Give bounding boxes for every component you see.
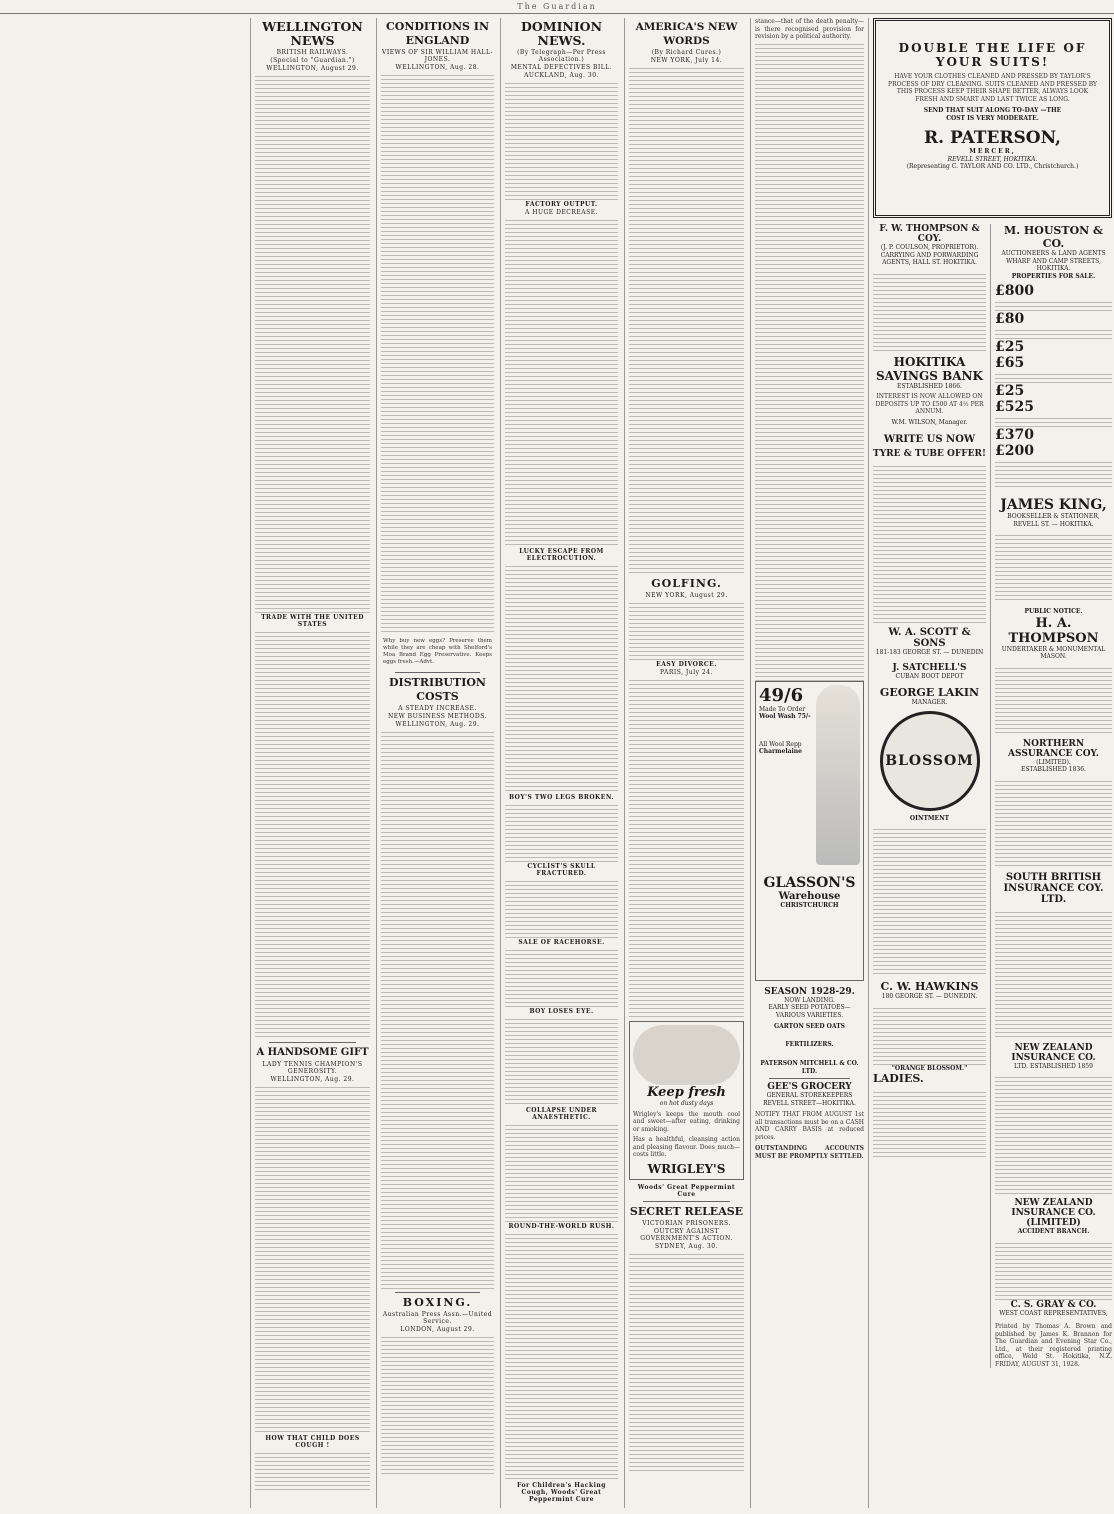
article-body — [505, 1016, 618, 1106]
thompson-desc: CARRYING AND FORWARDING AGENTS, HALL ST. HOKITIKA. — [880, 251, 979, 266]
masthead: The Guardian — [0, 0, 1114, 14]
trade-heading: TRADE WITH THE UNITED STATES — [261, 614, 364, 628]
glasson-wool: Wool Wash 75/- — [759, 713, 811, 720]
northern-heading: NORTHERN ASSURANCE COY. — [1008, 738, 1099, 759]
houston-heading: M. HOUSTON & CO. — [1004, 224, 1103, 250]
article-body — [629, 600, 744, 660]
article-body — [505, 802, 618, 862]
seeds-text: EARLY SEED POTATOES—VARIOUS VARIETIES. — [768, 1004, 851, 1019]
article-body — [255, 73, 370, 613]
dominion-heading: DOMINION NEWS. — [521, 19, 602, 48]
satchell-heading: J. SATCHELL'S — [892, 662, 967, 673]
notice-text: stance—that of the death penalty—is there recognised provision for revision by a political authority. — [755, 18, 864, 40]
imprint: Printed by Thomas A. Brown and published by James K. Brannon for The Guardian and Evening Star Co., Ltd., at their registered printing office, Weld St. Hokitika, N.Z. FRIDAY, AUGUST 31, 1928. — [995, 1323, 1112, 1368]
thompson2-sub: UNDERTAKER & MONUMENTAL MASON. — [1001, 645, 1106, 660]
classifieds-right — [991, 224, 1112, 1368]
king-heading: JAMES KING, — [1000, 497, 1107, 513]
gees-outstanding: OUTSTANDING ACCOUNTS MUST BE PROMPTLY SETTLED. — [755, 1145, 864, 1160]
blossom-logo: BLOSSOM — [880, 711, 980, 811]
glasson-price: 49/6 — [759, 684, 804, 706]
lakin-sub: MANAGER. — [911, 699, 948, 706]
houston-sub: AUCTIONEERS & LAND AGENTS — [1001, 250, 1106, 257]
article-body — [995, 665, 1112, 735]
glasson-city: CHRISTCHURCH — [780, 901, 839, 909]
handsome-gift-sub: LADY TENNIS CHAMPION'S GENEROSITY. — [262, 1061, 363, 1075]
glasson-name: GLASSON'S — [763, 874, 856, 891]
write-us: WRITE US NOW — [883, 434, 976, 445]
gees-sub: GENERAL STOREKEEPERS — [766, 1092, 853, 1099]
secret-release-sub2: OUTCRY AGAINST GOVERNMENT'S ACTION. — [640, 1227, 733, 1242]
paterson-addr: REVELL STREET, HOKITIKA. — [947, 155, 1038, 163]
article-body — [505, 1122, 618, 1222]
boxing-sub: Australian Press Assn.—United Service. — [382, 1311, 493, 1325]
satchell-sub: CUBAN BOOT DEPOT — [895, 672, 964, 680]
conditions-dateline: WELLINGTON, Aug. 28. — [395, 64, 480, 71]
column-classifieds — [868, 18, 1112, 1508]
america-dateline: NEW YORK, July 14. — [650, 57, 723, 64]
dominion-dateline: AUCKLAND, Aug. 30. — [524, 72, 599, 79]
america-heading: AMERICA'S NEW WORDS — [635, 21, 738, 47]
article-body — [995, 532, 1112, 602]
property-price: £65 — [995, 355, 1025, 371]
article-body — [381, 729, 494, 1289]
handsome-gift-dateline: WELLINGTON, Aug. 29. — [270, 1076, 355, 1083]
property-price: £800 — [995, 283, 1034, 299]
wellington-news-heading: WELLINGTON NEWS — [262, 19, 363, 48]
king-addr: REVELL ST. — HOKITIKA. — [1013, 520, 1094, 528]
boy-eye-heading: BOY LOSES EYE. — [529, 1008, 594, 1015]
cyclist-heading: CYCLIST'S SKULL FRACTURED. — [527, 863, 596, 877]
column-wellington-news — [250, 18, 370, 1508]
article-body — [505, 947, 618, 1007]
article-body — [629, 65, 744, 575]
article-body — [381, 72, 494, 632]
peppermint-line: Woods' Great Peppermint Cure — [637, 1183, 736, 1198]
article-body — [755, 41, 864, 681]
handsome-gift-heading: A HANDSOME GIFT — [256, 1047, 369, 1058]
article-body — [873, 826, 986, 976]
dominion-byline: (By Telegraph—Per Press Association.) — [517, 49, 606, 63]
paterson-body: HAVE YOUR CLOTHES CLEANED AND PRESSED BY TAYLOR'S PROCESS OF DRY CLEANING. SUITS CLEANED AND PRESSED BY THIS PROCESS KEEP THEIR SHAPE BETTER, ALWAYS LOOK FRESH AND SMART AND LAST TWICE AS LONG. — [888, 73, 1097, 103]
thompson-sub: (J. P. COULSON, PROPRIETOR). — [880, 244, 979, 251]
property-list — [995, 283, 1112, 489]
secret-release-heading: SECRET RELEASE — [629, 1204, 744, 1218]
wellington-news-sub: BRITISH RAILWAYS. — [276, 49, 349, 56]
fertilizers-text: FERTILIZERS. — [785, 1040, 834, 1048]
article-body — [255, 1450, 370, 1490]
article-body — [995, 778, 1112, 868]
houston-prop: PROPERTIES FOR SALE. — [1011, 272, 1096, 280]
property-price: £80 — [995, 311, 1025, 327]
gray-sub: WEST COAST REPRESENTATIVES, — [999, 1309, 1108, 1317]
season-heading: SEASON 1928-29. — [764, 986, 855, 997]
peppermint-ad: For Children's Hacking Cough, Woods' Great Peppermint Cure — [517, 1482, 606, 1503]
landing-text: NOW LANDING. — [784, 996, 835, 1004]
thompson-heading: F. W. THOMPSON & COY. — [879, 224, 980, 244]
paterson-head: DOUBLE THE LIFE OF YOUR SUITS! — [898, 41, 1087, 69]
paterson-rep: (Representing C. TAYLOR AND CO. LTD., Christchurch.) — [906, 163, 1079, 170]
nz-insurance-sub: LTD. ESTABLISHED 1859 — [1014, 1062, 1093, 1070]
article-body — [505, 217, 618, 547]
classifieds-left — [873, 224, 991, 1368]
factory-sub: A HUGE DECREASE. — [524, 209, 599, 216]
golfing-heading: GOLFING. — [651, 577, 722, 590]
glasson-wool2: All Wool Repp — [759, 740, 802, 748]
blossom-sub: OINTMENT — [909, 814, 950, 822]
article-body — [255, 1084, 370, 1434]
boxing-dateline: LONDON, August 29. — [400, 1326, 475, 1333]
savings-mgr: W.M. WILSON, Manager. — [891, 418, 968, 426]
gees-heading: GEE'S GROCERY — [767, 1082, 852, 1092]
glasson-ad — [755, 681, 864, 981]
article-body — [629, 677, 744, 1017]
article-body — [873, 1089, 986, 1159]
divorce-heading: EASY DIVORCE. — [656, 661, 717, 668]
glasson-ware: Warehouse — [778, 890, 841, 902]
electrocution-heading: LUCKY ESCAPE FROM ELECTROCUTION. — [519, 548, 604, 562]
column-america — [624, 18, 744, 1508]
savings-heading: HOKITIKA SAVINGS BANK — [876, 354, 983, 383]
accident-branch: ACCIDENT BRANCH. — [1017, 1228, 1090, 1235]
property-price: £370 — [995, 427, 1034, 443]
divorce-dateline: PARIS, July 24. — [660, 669, 713, 676]
wrigley-head: Keep fresh — [647, 1085, 726, 1100]
america-byline: (By Richard Cures.) — [651, 49, 722, 56]
gray-heading: C. S. GRAY & CO. — [1010, 1299, 1097, 1310]
wrigley-sub: on hot dusty days — [659, 1100, 714, 1107]
factory-heading: FACTORY OUTPUT. — [525, 201, 598, 208]
wrigley-body2: Has a healthful, cleansing action and pleasing flavour. Does much—costs little. — [633, 1136, 740, 1158]
boy-legs-heading: BOY'S TWO LEGS BROKEN. — [508, 794, 615, 801]
gees-addr: REVELL STREET—HOKITIKA. — [763, 1099, 856, 1107]
property-price: £25 — [995, 339, 1025, 355]
article-body — [505, 1231, 618, 1481]
dominion-sub: MENTAL DEFECTIVES BILL. — [510, 64, 613, 71]
ladies-heading: LADIES. — [873, 1072, 924, 1085]
scott-heading: W. A. SCOTT & SONS — [888, 627, 971, 649]
egg-preservative-ad: Why buy new eggs? Preserve them while they are cheap with Shelford's Moa Brand Egg Preservative. Keeps eggs fresh.—Advt. — [383, 638, 492, 665]
savings-interest: INTEREST IS NOW ALLOWED ON DEPOSITS UP TO £500 AT 4½ PER ANNUM. — [875, 393, 984, 415]
article-body — [873, 1005, 986, 1065]
south-british-heading: SOUTH BRITISH INSURANCE COY. LTD. — [1003, 871, 1104, 905]
northern-est: ESTABLISHED 1836. — [1021, 766, 1086, 773]
paterson-trade: MERCER, — [969, 148, 1016, 155]
wrigley-body: Wrigley's keeps the mouth cool and sweet—after eating, drinking or smoking. — [633, 1110, 740, 1133]
property-price: £200 — [995, 443, 1034, 459]
orange-blossom: "ORANGE BLOSSOM." — [891, 1064, 968, 1072]
classifieds-grid — [873, 224, 1112, 1368]
hawkins-addr: 180 GEORGE ST. — DUNEDIN. — [881, 993, 978, 1000]
scott-addr: 181-183 GEORGE ST. — DUNEDIN — [875, 649, 984, 656]
golfing-dateline: NEW YORK, August 29. — [645, 592, 728, 599]
public-notice: PUBLIC NOTICE. — [1024, 608, 1083, 615]
king-sub: BOOKSELLER & STATIONER, — [1007, 513, 1100, 520]
article-body — [995, 1240, 1112, 1300]
paterson-mitchell: PATERSON MITCHELL & CO. LTD. — [760, 1060, 859, 1075]
paterson-ad — [873, 18, 1112, 218]
article-body — [995, 909, 1112, 1039]
wellington-news-dateline: WELLINGTON, August 29. — [266, 65, 359, 72]
paterson-name: R. PATERSON, — [924, 128, 1061, 148]
northern-sub: (LIMITED). — [1036, 758, 1071, 766]
distribution-heading: DISTRIBUTION COSTS — [389, 676, 486, 703]
cough-heading: HOW THAT CHILD DOES COUGH ! — [265, 1435, 360, 1449]
article-body — [873, 271, 986, 351]
wrigley-brand: WRIGLEY'S — [647, 1161, 726, 1176]
distribution-sub2: NEW BUSINESS METHODS. — [387, 713, 488, 720]
column-conditions-england — [376, 18, 494, 1508]
distribution-dateline: WELLINGTON, Aug. 29. — [395, 721, 480, 728]
article-body — [995, 1074, 1112, 1194]
hawkins-heading: C. W. HAWKINS — [880, 980, 979, 993]
tyre-offer: TYRE & TUBE OFFER! — [873, 449, 986, 459]
nz-insurance2-heading: NEW ZEALAND INSURANCE CO. (LIMITED) — [1011, 1198, 1096, 1228]
gees-notice: NOTIFY THAT FROM AUGUST 1st all transactions must be on a CASH AND CARRY BASIS at reduced prices. — [755, 1111, 864, 1141]
conditions-sub: VIEWS OF SIR WILLIAM HALL-JONES. — [382, 49, 493, 63]
gartons-text: GARTON SEED OATS — [773, 1023, 846, 1030]
paterson-send: SEND THAT SUIT ALONG TO-DAY —THE COST IS VERY MODERATE. — [923, 107, 1062, 122]
secret-release-sub: VICTORIAN PRISONERS. — [642, 1219, 731, 1227]
nz-insurance-heading: NEW ZEALAND INSURANCE CO. — [1011, 1042, 1096, 1063]
column-dominion-news — [500, 18, 618, 1508]
article-body — [505, 878, 618, 938]
lakin-heading: GEORGE LAKIN — [879, 686, 980, 699]
dress-illustration — [816, 685, 860, 865]
savings-est: ESTABLISHED 1866. — [897, 382, 962, 390]
column-six — [750, 18, 864, 1508]
thompson2-heading: H. A. THOMPSON — [1008, 615, 1099, 646]
article-body — [255, 629, 370, 1039]
article-body — [381, 1334, 494, 1474]
article-body — [505, 563, 618, 793]
glasson-made: Made To Order — [759, 705, 806, 713]
glasson-charm: Charmelaine — [759, 748, 802, 755]
article-body — [629, 1251, 744, 1471]
secret-release-dateline: SYDNEY, Aug. 30. — [655, 1242, 718, 1250]
wrigley-illustration — [633, 1025, 740, 1085]
racehorse-heading: SALE OF RACEHORSE. — [518, 939, 605, 946]
world-rush-heading: ROUND-THE-WORLD RUSH. — [508, 1223, 615, 1230]
boxing-heading: BOXING. — [402, 1296, 473, 1309]
distribution-sub: A STEADY INCREASE. — [398, 705, 477, 712]
anaesthetic-heading: COLLAPSE UNDER ANAESTHETIC. — [525, 1107, 598, 1121]
article-body — [505, 80, 618, 200]
conditions-heading: CONDITIONS IN ENGLAND — [385, 20, 490, 47]
wellington-news-byline: (Special to "Guardian.") — [270, 57, 355, 64]
houston-addr: WHARF AND CAMP STREETS, HOKITIKA. — [1006, 257, 1101, 272]
article-body — [873, 463, 986, 623]
property-price: £525 — [995, 399, 1034, 415]
wrigley-ad — [629, 1021, 744, 1180]
property-price: £25 — [995, 383, 1025, 399]
